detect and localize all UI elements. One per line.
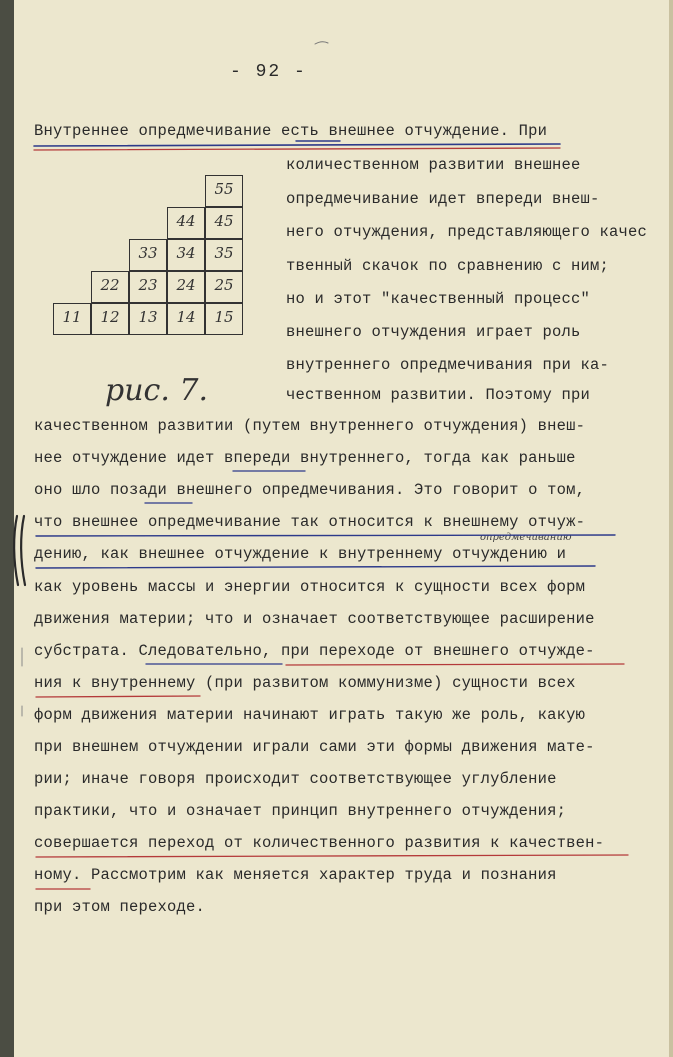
text-line-22: практики, что и означает принцип внутреннего отчуждения; <box>34 802 567 820</box>
text-line-3: опредмечивание идет впереди внеш- <box>286 190 600 208</box>
text-line-9: чественном развитии. Поэтому при <box>286 386 591 404</box>
figure-cell-25: 25 <box>205 271 243 303</box>
underline-line-17-red <box>286 664 624 665</box>
figure-cell-44: 44 <box>167 207 205 239</box>
text-line-11: нее отчуждение идет впереди внутреннего, тогда как раньше <box>34 449 576 467</box>
text-line-2: количественном развитии внешнее <box>286 156 581 174</box>
text-line-13: что внешнее опредмечивание так относится к внешнему отчуж- <box>34 513 586 531</box>
figure-cell-23: 23 <box>129 271 167 303</box>
ink-arc-top <box>315 42 328 44</box>
figure-cell-55: 55 <box>205 175 243 207</box>
margin-bracket-outer <box>14 516 18 585</box>
figure-cell-14: 14 <box>167 303 205 335</box>
underline-line-18-red <box>36 696 200 697</box>
text-line-14: дению, как внешнее отчуждение к внутреннему отчуждению и <box>34 545 567 563</box>
underline-line-1b <box>34 148 560 150</box>
figure-caption: рис. 7. <box>105 373 209 408</box>
text-line-17: субстрата. Следовательно, при переходе от внешнего отчужде- <box>34 642 595 660</box>
text-line-24: ному. Рассмотрим как меняется характер труда и познания <box>34 866 557 884</box>
figure-cell-35: 35 <box>205 239 243 271</box>
page-number: - 92 - <box>230 62 307 82</box>
figure-cell-15: 15 <box>205 303 243 335</box>
figure-cell-45: 45 <box>205 207 243 239</box>
figure-cell-33: 33 <box>129 239 167 271</box>
figure-cell-34: 34 <box>167 239 205 271</box>
text-line-10: качественном развитии (путем внутреннего отчуждения) внеш- <box>34 417 586 435</box>
handwritten-annotation: опредмечиванию <box>480 532 572 543</box>
text-line-4: него отчуждения, представляющего качес <box>286 223 648 241</box>
text-line-15: как уровень массы и энергии относится к сущности всех форм <box>34 578 586 596</box>
figure-cell-11: 11 <box>53 303 91 335</box>
text-line-6: но и этот "качественный процесс" <box>286 290 591 308</box>
figure-cell-22: 22 <box>91 271 129 303</box>
text-line-12: оно шло позади внешнего опредмечивания. Это говорит о том, <box>34 481 586 499</box>
text-line-25: при этом переходе. <box>34 898 206 916</box>
margin-bracket-inner <box>21 516 25 585</box>
text-line-20: при внешнем отчуждении играли сами эти формы движения мате- <box>34 738 595 756</box>
text-line-23: совершается переход от количественного развития к качествен- <box>34 834 605 852</box>
text-line-8: внутреннего опредмечивания при ка- <box>286 356 610 374</box>
underline-line-1 <box>34 144 560 146</box>
figure-cell-12: 12 <box>91 303 129 335</box>
text-line-5: твенный скачок по сравнению с ним; <box>286 257 610 275</box>
figure-cell-13: 13 <box>129 303 167 335</box>
underline-line-13 <box>36 535 615 536</box>
text-line-1: Внутреннее опредмечивание есть внешнее отчуждение. При <box>34 122 548 140</box>
text-line-7: внешнего отчуждения играет роль <box>286 323 581 341</box>
text-line-18: ния к внутреннему (при развитом коммунизме) сущности всех <box>34 674 576 692</box>
underline-line-23-red <box>36 855 628 857</box>
underline-line-14 <box>36 566 595 568</box>
text-line-19: форм движения материи начинают играть такую же роль, какую <box>34 706 586 724</box>
text-line-16: движения материи; что и означает соответствующее расширение <box>34 610 595 628</box>
figure-cell-24: 24 <box>167 271 205 303</box>
text-line-21: рии; иначе говоря происходит соответствующее углубление <box>34 770 557 788</box>
